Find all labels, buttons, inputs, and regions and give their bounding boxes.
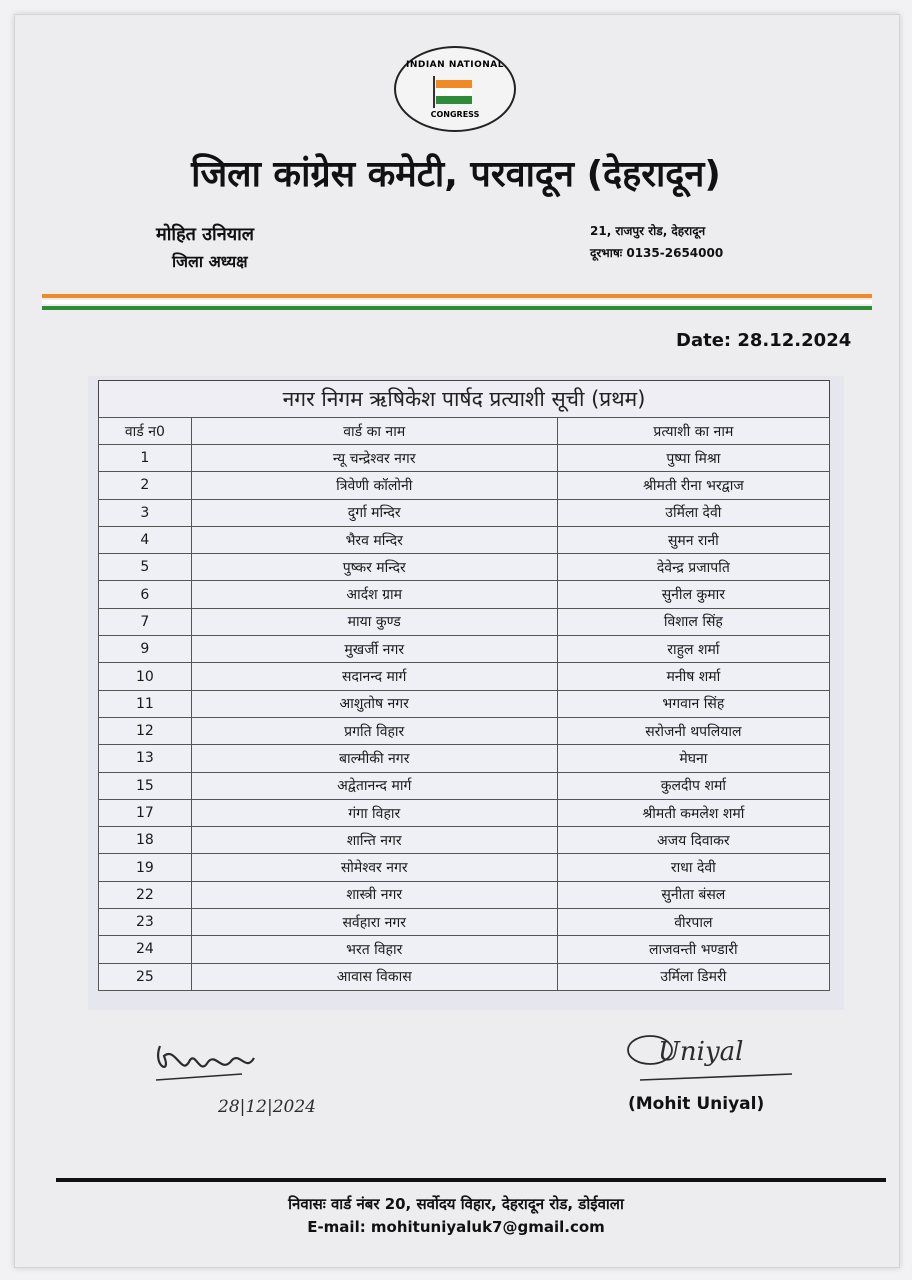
flag-icon [436, 80, 472, 104]
ward-number: 2 [99, 472, 192, 499]
ward-number: 17 [99, 799, 192, 826]
ward-name: त्रिवेणी कॉलोनी [191, 472, 557, 499]
ward-name: दुर्गा मन्दिर [191, 499, 557, 526]
candidate-name: कुलदीप शर्मा [557, 772, 829, 799]
candidate-name: विशाल सिंह [557, 608, 829, 635]
ward-number: 22 [99, 881, 192, 908]
table-row [99, 827, 830, 854]
ward-name: प्रगति विहार [191, 717, 557, 744]
ward-number: 25 [99, 963, 192, 990]
logo-top-text: INDIAN NATIONAL [405, 60, 504, 70]
ward-name: आशुतोष नगर [191, 690, 557, 717]
signature-date: 28|12|2024 [218, 1097, 316, 1117]
ward-name: गंगा विहार [191, 799, 557, 826]
table-row [99, 799, 830, 826]
ward-name: माया कुण्ड [191, 608, 557, 635]
tricolor-divider [42, 294, 872, 312]
office-phone: दूरभाषः 0135-2654000 [590, 246, 724, 260]
congress-logo [394, 46, 516, 132]
table-row [99, 690, 830, 717]
table-row [99, 636, 830, 663]
table-row [99, 854, 830, 881]
ward-name: भैरव मन्दिर [191, 526, 557, 553]
ward-number: 13 [99, 745, 192, 772]
candidate-name: राधा देवी [557, 854, 829, 881]
ward-number: 19 [99, 854, 192, 881]
candidate-table [98, 417, 830, 991]
header-ward-no: वार्ड न0 [99, 418, 192, 445]
candidate-name: उर्मिला देवी [557, 499, 829, 526]
candidate-name: सुमन रानी [557, 526, 829, 553]
candidate-name: सुनीता बंसल [557, 881, 829, 908]
candidate-name: श्रीमती रीना भरद्वाज [557, 472, 829, 499]
header-ward-name: वार्ड का नाम [191, 418, 557, 445]
footer-divider [56, 1178, 886, 1182]
table-header-row [99, 418, 830, 445]
ward-number: 11 [99, 690, 192, 717]
candidate-name: मेघना [557, 745, 829, 772]
table-row [99, 472, 830, 499]
ward-number: 4 [99, 526, 192, 553]
candidate-name: उर्मिला डिमरी [557, 963, 829, 990]
handwritten-signature-right [620, 1020, 810, 1092]
ward-number: 15 [99, 772, 192, 799]
president-name: मोहित उनियाल [156, 224, 254, 245]
ward-number: 12 [99, 717, 192, 744]
ward-name: न्यू चन्द्रेश्वर नगर [191, 445, 557, 472]
ward-number: 10 [99, 663, 192, 690]
header-candidate-name: प्रत्याशी का नाम [557, 418, 829, 445]
president-title: जिला अध्यक्ष [172, 252, 248, 271]
ward-name: पुष्कर मन्दिर [191, 554, 557, 581]
table-row [99, 963, 830, 990]
flag-pole [433, 76, 435, 108]
candidate-name: अजय दिवाकर [557, 827, 829, 854]
ward-name: भरत विहार [191, 936, 557, 963]
table-row [99, 445, 830, 472]
ward-number: 6 [99, 581, 192, 608]
table-row [99, 717, 830, 744]
ward-name: सर्वहारा नगर [191, 909, 557, 936]
candidate-name: श्रीमती कमलेश शर्मा [557, 799, 829, 826]
candidate-name: लाजवन्ती भण्डारी [557, 936, 829, 963]
table-row [99, 581, 830, 608]
table-row [99, 663, 830, 690]
table-row [99, 909, 830, 936]
handwritten-signature-left [142, 1016, 362, 1136]
ward-number: 3 [99, 499, 192, 526]
table-row [99, 608, 830, 635]
candidate-name: भगवान सिंह [557, 690, 829, 717]
ward-name: सोमेश्वर नगर [191, 854, 557, 881]
ward-number: 9 [99, 636, 192, 663]
ward-number: 7 [99, 608, 192, 635]
signature-name: Uniyal [658, 1037, 744, 1067]
ward-name: शान्ति नगर [191, 827, 557, 854]
ward-name: आवास विकास [191, 963, 557, 990]
contact-email: E-mail: mohituniyaluk7@gmail.com [307, 1218, 605, 1236]
table-row [99, 554, 830, 581]
ward-name: शास्त्री नगर [191, 881, 557, 908]
signature-caption: (Mohit Uniyal) [628, 1094, 765, 1114]
list-title: नगर निगम ऋषिकेश पार्षद प्रत्याशी सूची (प्रथम) [98, 380, 830, 417]
logo-bottom-text: CONGRESS [430, 110, 480, 119]
candidate-name: सुनील कुमार [557, 581, 829, 608]
candidate-name: राहुल शर्मा [557, 636, 829, 663]
committee-title: जिला कांग्रेस कमेटी, परवादून (देहरादून) [191, 154, 721, 195]
ward-name: अद्वेतानन्द मार्ग [191, 772, 557, 799]
candidate-name: पुष्पा मिश्रा [557, 445, 829, 472]
table-row [99, 526, 830, 553]
table-row [99, 772, 830, 799]
ward-number: 18 [99, 827, 192, 854]
residence-address: निवासः वार्ड नंबर 20, सर्वोदय विहार, देहरादून रोड, डोईवाला [288, 1195, 624, 1213]
ward-number: 1 [99, 445, 192, 472]
candidate-name: मनीष शर्मा [557, 663, 829, 690]
candidate-name: देवेन्द्र प्रजापति [557, 554, 829, 581]
table-row [99, 745, 830, 772]
ward-name: सदानन्द मार्ग [191, 663, 557, 690]
ward-number: 5 [99, 554, 192, 581]
office-address: 21, राजपुर रोड, देहरादून [590, 224, 706, 238]
ward-name: आर्दश ग्राम [191, 581, 557, 608]
ward-name: मुखर्जी नगर [191, 636, 557, 663]
ward-number: 23 [99, 909, 192, 936]
candidate-name: वीरपाल [557, 909, 829, 936]
document-date: Date: 28.12.2024 [676, 330, 852, 351]
candidate-name: सरोजनी थपलियाल [557, 717, 829, 744]
table-row [99, 499, 830, 526]
table-row [99, 936, 830, 963]
ward-number: 24 [99, 936, 192, 963]
candidate-list [88, 376, 844, 1010]
ward-name: बाल्मीकी नगर [191, 745, 557, 772]
table-row [99, 881, 830, 908]
